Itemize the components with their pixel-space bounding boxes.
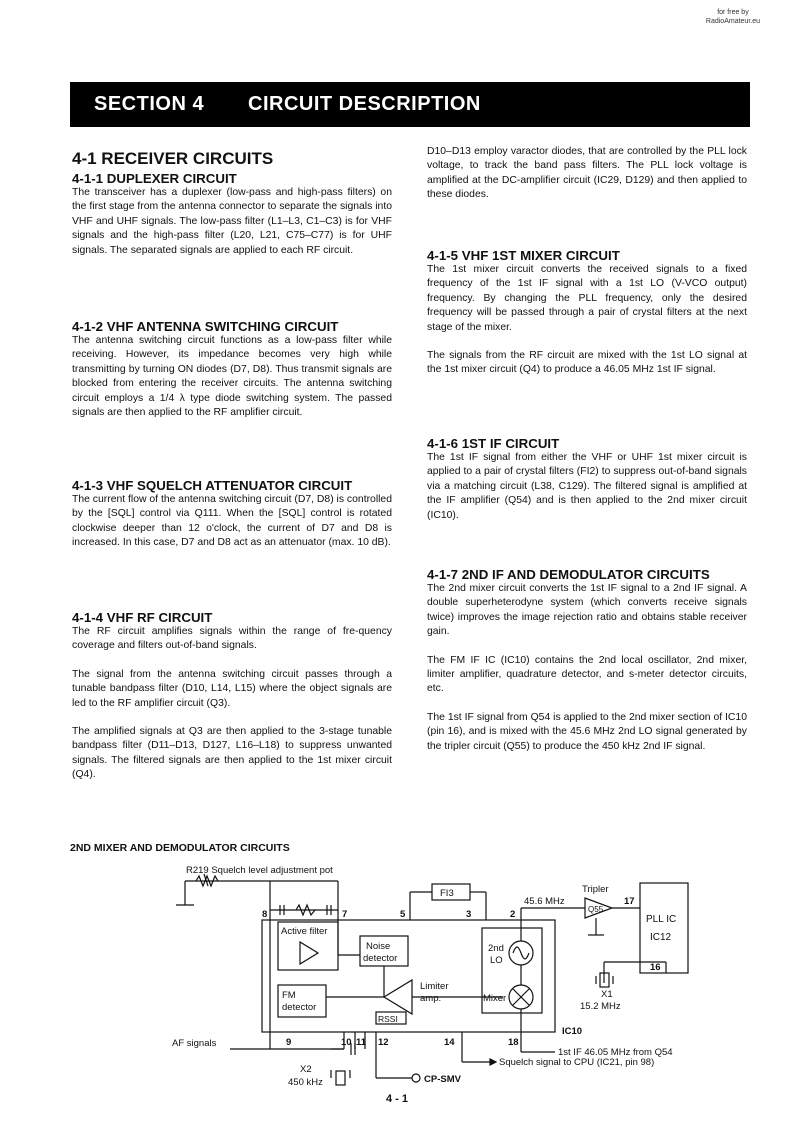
- body-4-1-5-p2: The signals from the RF circuit are mixed with the 1st LO signal at the 1st mixer circuit (Q4) to produce a 46.05 MHz 1st IF signal.: [427, 350, 747, 376]
- body-4-1-6: The 1st IF signal from either the VHF or UHF 1st mixer circuit is applied to a pair of crystal filters (FI2) to suppress out-of-band signals via a matching circuit (L38, C129). The filtered signal is amplified at the IF amplifier (Q54) and is then applied to the 2nd mixer circuit (IC10).: [427, 452, 747, 521]
- body-4-1-2: The antenna switching circuit functions as a low-pass filter while receiving. However, its impedance becomes very high while transmitting by turning ON diodes (D7, D8). Thus transmit signals are blocked from entering the receiver circuits. The antenna switching circuit employs a 1/4 λ type diode switching system. The passed signals are then applied to the RF amplifier circuit.: [72, 335, 392, 419]
- pin-14: 14: [444, 1037, 455, 1048]
- watermark-line-1: for free by: [717, 9, 749, 16]
- heading-4-1-7: 4-1-7 2ND IF AND DEMODULATOR CIRCUITS: [427, 567, 710, 582]
- heading-4-1-5: 4-1-5 VHF 1ST MIXER CIRCUIT: [427, 248, 620, 263]
- pin-3: 3: [466, 909, 472, 920]
- fi3-label: FI3: [440, 888, 454, 899]
- rssi-label: RSSI: [378, 1014, 398, 1024]
- active-filter-amp: [300, 942, 318, 964]
- fm-label-1: FM: [282, 990, 296, 1001]
- heading-4-1-4: 4-1-4 VHF RF CIRCUIT: [72, 610, 213, 625]
- r219-label: R219 Squelch level adjustment pot: [186, 865, 333, 876]
- q55-label: Q55: [588, 905, 604, 914]
- pll-label-1: PLL IC: [646, 914, 677, 925]
- heading-4-1-6: 4-1-6 1ST IF CIRCUIT: [427, 436, 560, 451]
- body-4-1-5-p1: The 1st mixer circuit converts the received signals to a fixed frequency of the 1st IF signal with a 1st LO (V-VCO output) frequency. By changing the PLL frequency, only the desired frequency will be passed through a pair of crystal filters at the next stage of the mixer.: [427, 264, 747, 333]
- limiter-label-2: amp.: [420, 993, 442, 1004]
- body-4-1-7-p1: The 2nd mixer circuit converts the 1st IF signal to a 2nd IF signal. A double superheterodyne system (which converts receive signals twice) improves the image rejection ratio and obtains stable receiver gain.: [427, 583, 747, 638]
- page-number: 4 - 1: [385, 1093, 408, 1105]
- pin-7: 7: [342, 909, 348, 920]
- freq-lo-label: 45.6 MHz: [524, 896, 565, 907]
- heading-4-1-3: 4-1-3 VHF SQUELCH ATTENUATOR CIRCUIT: [72, 478, 353, 493]
- x2-freq-label: 450 kHz: [288, 1077, 323, 1088]
- body-4-1-3: The current flow of the antenna switching circuit (D7, D8) is controlled by the [SQL] control via Q111. When the [SQL] control is rotated clockwise deeper than 12 o'clock, the current of D7 and D8 is increased. In this case, D7 and D8 act as an attenuator (max. 10 dB).: [72, 494, 392, 549]
- pin-5: 5: [400, 909, 406, 920]
- pin-18: 18: [508, 1037, 519, 1048]
- body-4-1-7-p2: The FM IF IC (IC10) contains the 2nd local oscillator, 2nd mixer, limiter amplifier, quadrature detector, and s-meter detector circuits, etc.: [427, 654, 747, 695]
- x1-freq-label: 15.2 MHz: [580, 1001, 621, 1012]
- active-filter-label: Active filter: [281, 926, 328, 937]
- lo-label-1: 2nd: [488, 943, 504, 954]
- section-title: CIRCUIT DESCRIPTION: [248, 93, 481, 115]
- pin-11: 11: [356, 1037, 367, 1048]
- pll-label-2: IC12: [650, 932, 672, 943]
- squelch-out-label: Squelch signal to CPU (IC21, pin 98): [499, 1057, 655, 1068]
- ic10-label: IC10: [562, 1026, 583, 1037]
- lo-label-2: LO: [490, 955, 503, 966]
- mixer-label: Mixer: [483, 993, 507, 1004]
- af-label: AF signals: [172, 1038, 217, 1049]
- x2-label: X2: [300, 1064, 312, 1075]
- limiter-label-1: Limiter: [420, 981, 449, 992]
- pll-ic-box: [640, 883, 688, 973]
- fm-label-2: detector: [282, 1002, 317, 1013]
- body-4-1-4-p2: The signal from the antenna switching circuit passes through a tunable bandpass filter (D10, L14, L15) where the object signals are led to the RF amplifier circuit (Q3).: [72, 668, 392, 709]
- tripler-label: Tripler: [582, 884, 609, 895]
- heading-4-1-2: 4-1-2 VHF ANTENNA SWITCHING CIRCUIT: [72, 319, 339, 334]
- pin-9: 9: [286, 1037, 292, 1048]
- body-4-1-4-p1: The RF circuit amplifies signals within the range of fre-quency coverage and filters out-of-band signals.: [72, 626, 392, 652]
- heading-4-1-1: 4-1-1 DUPLEXER CIRCUIT: [72, 171, 237, 186]
- if-in-label: 1st IF 46.05 MHz from Q54: [558, 1047, 673, 1058]
- limiter-amp: [384, 980, 412, 1014]
- pin-2: 2: [510, 909, 516, 920]
- body-intro: D10–D13 employ varactor diodes, that are controlled by the PLL lock voltage, to track the band pass filters. The PLL lock voltage is amplified at the DC-amplifier circuit (IC29, D129) and then applied to these diodes.: [427, 146, 747, 201]
- body-4-1-4-p3: The amplified signals at Q3 are then applied to the 3-stage tunable bandpass filter (D11–D13, D127, L16–L18) to suppress unwanted signals. The filtered signals are then applied to the 1st mixer circuit (Q4).: [72, 726, 392, 781]
- watermark-line-2: RadioAmateur.eu: [705, 18, 760, 25]
- pin-16: 16: [650, 962, 661, 973]
- x2-crystal: [336, 1071, 345, 1085]
- body-4-1-7-p3: The 1st IF signal from Q54 is applied to the 2nd mixer section of IC10 (pin 16), and is mixed with the 45.6 MHz 2nd LO signal generated by the tripler circuit (Q55) to produce the 450 kHz 2nd IF signal.: [427, 711, 747, 752]
- pin-17: 17: [624, 896, 635, 907]
- pin-8: 8: [262, 909, 268, 920]
- pin-10: 10: [341, 1037, 352, 1048]
- body-4-1-1: The transceiver has a duplexer (low-pass and high-pass filters) on the first stage from the antenna connector to separate the signals into VHF and UHF signals. The low-pass filter (L1–L3, C1–C3) is for VHF signals and the high-pass filter (L20, L21, C75–C77) is for UHF signals. The separated signals are applied to each RF circuit.: [72, 187, 392, 256]
- pin-12: 12: [378, 1037, 389, 1048]
- cp-smv-label: CP-SMV: [424, 1074, 461, 1085]
- section-number: SECTION 4: [94, 93, 205, 115]
- noise-label-1: Noise: [366, 941, 391, 952]
- noise-label-2: detector: [363, 953, 398, 964]
- x1-label: X1: [601, 989, 613, 1000]
- main-heading: 4-1 RECEIVER CIRCUITS: [72, 149, 274, 168]
- diagram-title: 2ND MIXER AND DEMODULATOR CIRCUITS: [70, 842, 290, 854]
